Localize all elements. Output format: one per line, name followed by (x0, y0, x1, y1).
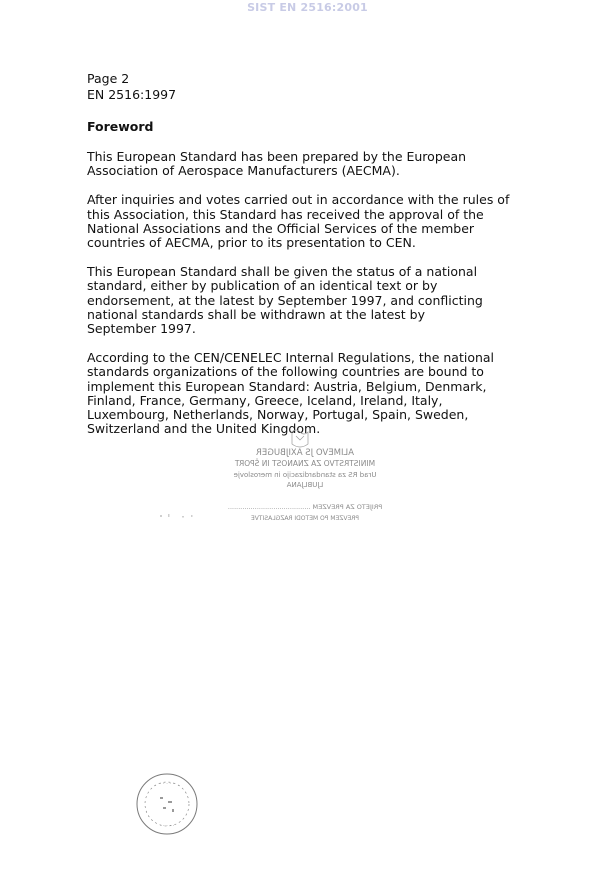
round-seal-image (134, 771, 200, 837)
svg-text:LJUBLJANA: LJUBLJANA (286, 481, 324, 489)
svg-text:MINISTRSTVO ZA ZNANOST IN ŠPOR: MINISTRSTVO ZA ZNANOST IN ŠPORT (234, 459, 376, 468)
approval-stamp-image (210, 428, 400, 528)
document-watermark: SIST EN 2516:2001 (247, 1, 368, 14)
svg-text:· · · · ·: · · · · · (159, 781, 175, 787)
paragraph-status: This European Standard shall be given the status of a national standard, either by publication of an identical text or by endorsement, at the latest by September 1997, and conflicting national standards shall be withdrawn at the latest by September 1997. (87, 264, 483, 337)
svg-text:ALIMEVO JS AXIJBUGER: ALIMEVO JS AXIJBUGER (256, 448, 354, 458)
paragraph-prepared-by: This European Standard has been prepared by the European Association of Aerospace Manufacturers (AECMA). (87, 149, 467, 179)
foreword-body (87, 150, 527, 451)
paragraph-approval: After inquiries and votes carried out in accordance with the rules of this Association, this Standard has received the approval of the National Associations and the Official Services of the member countries of AECMA, prior to its presentation to CEN. (87, 192, 510, 251)
svg-text:PRIJETO ZA PREVZEM ...........: PRIJETO ZA PREVZEM ........................................ (227, 503, 383, 511)
svg-text:PREVZEM PO METODI RAZGLASITVE: PREVZEM PO METODI RAZGLASITVE (250, 515, 360, 522)
section-heading: Foreword (87, 119, 154, 134)
scan-speckle-image (158, 512, 198, 520)
standard-number: EN 2516:1997 (87, 87, 177, 102)
paragraph-implementation: According to the CEN/CENELEC Internal Regulations, the national standards organizations of the following countries are bound to implement this European Standard: Austria, Belgium, Denmark, Finland, France, Germany, Greece, Iceland, Ireland, Italy, Luxembourg, Netherlands, Norway, Portugal, Spain, Sweden, Switzerland and the United Kingdom. (87, 350, 495, 437)
page-number: Page 2 (87, 71, 130, 86)
svg-text:Urad RS za standardizacijo in: Urad RS za standardizacijo in meroslovje (233, 471, 377, 479)
page-header (87, 71, 176, 103)
svg-text:· · · · ·: · · · · · (159, 823, 175, 829)
